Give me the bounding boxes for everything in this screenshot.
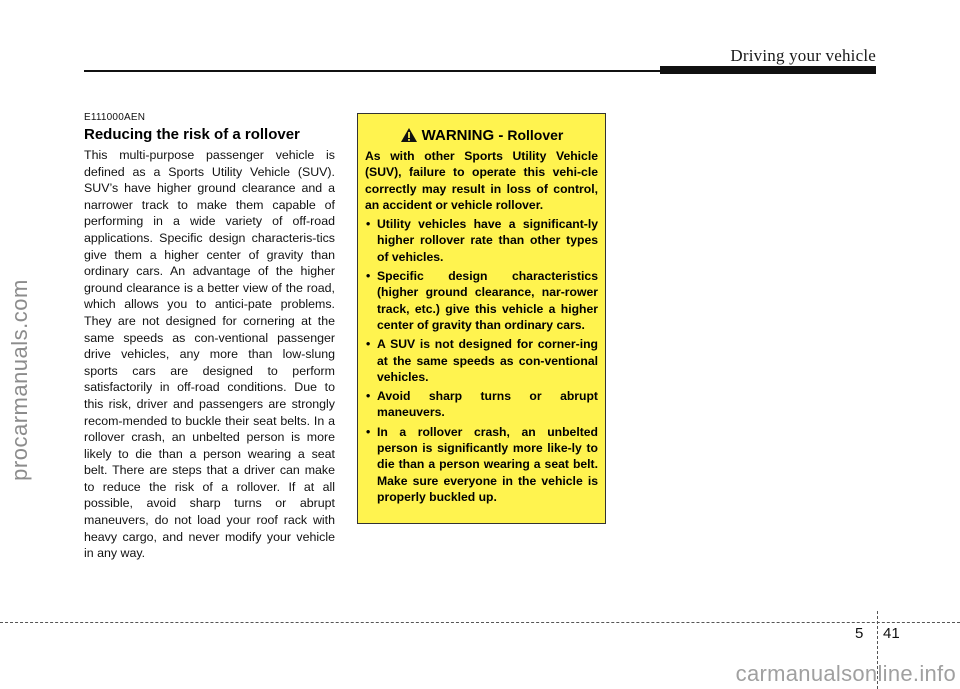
article-body: This multi-purpose passenger vehicle is defined as a Sports Utility Vehicle (SUV). SUV’s have higher ground clearance and a narrower track to make them capable of performing in a wide variety of off-road applications. Specific design characteris-tics give them a higher center of gravity than ordinary cars. An advantage of the higher ground clearance is a better view of the road, which allows you to antici-pate problems. They are not designed for cornering at the same speeds as con-ventional passenger drive vehicles, any more than low-slung sports cars are designed to perform satisfactorily in off-road conditions. Due to this risk, driver and passengers are strongly recom-mended to buckle their seat belts. In a rollover crash, an unbelted person is more likely to die than a person wearing a seat belt. There are steps that a driver can make to reduce the risk of a rollover. If at all possible, avoid sharp turns or abrupt maneuvers, do not load your roof rack with heavy cargo, and never modify your vehicle in any way. — [84, 148, 335, 561]
bottom-watermark: carmanualsonline.info — [735, 661, 956, 686]
warning-item: • Specific design characteristics (higher ground clearance, nar-rower track, etc.) give this vehicle a higher center of gravity than ordinary cars. — [365, 268, 598, 333]
warning-label: WARNING - — [421, 126, 504, 144]
warning-item: • A SUV is not designed for corner-ing at the same speeds as con-ventional vehicles. — [365, 336, 598, 385]
warning-item: • Avoid sharp turns or abrupt maneuvers. — [365, 388, 598, 421]
page-number: 41 — [883, 625, 900, 642]
header-rule — [84, 70, 676, 72]
warning-triangle-icon — [400, 127, 418, 143]
warning-list — [365, 216, 598, 505]
side-watermark-text: procarmanuals.com — [7, 279, 32, 481]
warning-subject: Rollover — [507, 127, 564, 143]
warning-box — [357, 113, 606, 524]
footer-rule — [0, 622, 960, 623]
article-code: E111000AEN — [84, 112, 146, 123]
warning-item: • Utility vehicles have a significant-ly higher rollover rate than other types of vehicles. — [365, 216, 598, 265]
article-heading: Reducing the risk of a rollover — [84, 126, 300, 143]
warning-header — [365, 124, 598, 146]
page-section-number: 5 — [855, 625, 864, 642]
warning-intro: As with other Sports Utility Vehicle (SUV), failure to operate this vehi-cle correctly may result in loss of control, an accident or vehicle rollover. — [365, 149, 598, 212]
warning-item: • In a rollover crash, an unbelted person is significantly more like-ly to die than a person wearing a seat belt. Make sure everyone in the vehicle is properly buckled up. — [365, 424, 598, 505]
header-rule-accent — [660, 66, 876, 74]
section-title: Driving your vehicle — [730, 46, 876, 65]
